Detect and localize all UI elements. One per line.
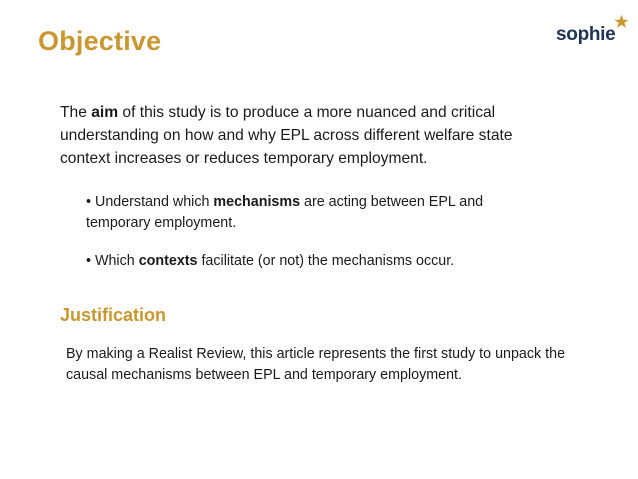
logo-text: sophie bbox=[556, 24, 616, 45]
star-icon bbox=[614, 14, 629, 29]
bullet-mechanisms: • Understand which mechanisms are acting between EPL and temporary employment. bbox=[86, 194, 484, 231]
page-title: Objective bbox=[38, 26, 162, 56]
emphasis-mechanisms: mechanisms bbox=[213, 194, 301, 210]
sophie-logo bbox=[556, 18, 626, 48]
bullet-marker: • bbox=[86, 194, 92, 210]
emphasis-contexts: contexts bbox=[138, 253, 198, 269]
bullet-contexts: • Which contexts facilitate (or not) the mechanisms occur. bbox=[86, 253, 455, 269]
bullet-marker: • bbox=[86, 253, 92, 269]
justification-paragraph: By making a Realist Review, this article represents the first study to unpack the causal mechanisms between EPL and temporary employment. bbox=[66, 346, 566, 383]
emphasis-aim: aim bbox=[91, 104, 119, 121]
justification-heading: Justification bbox=[60, 305, 167, 325]
objective-paragraph: The aim of this study is to produce a more nuanced and critical understanding on how and why EPL across different welfare state context increases or reduces temporary employment. bbox=[60, 104, 513, 167]
